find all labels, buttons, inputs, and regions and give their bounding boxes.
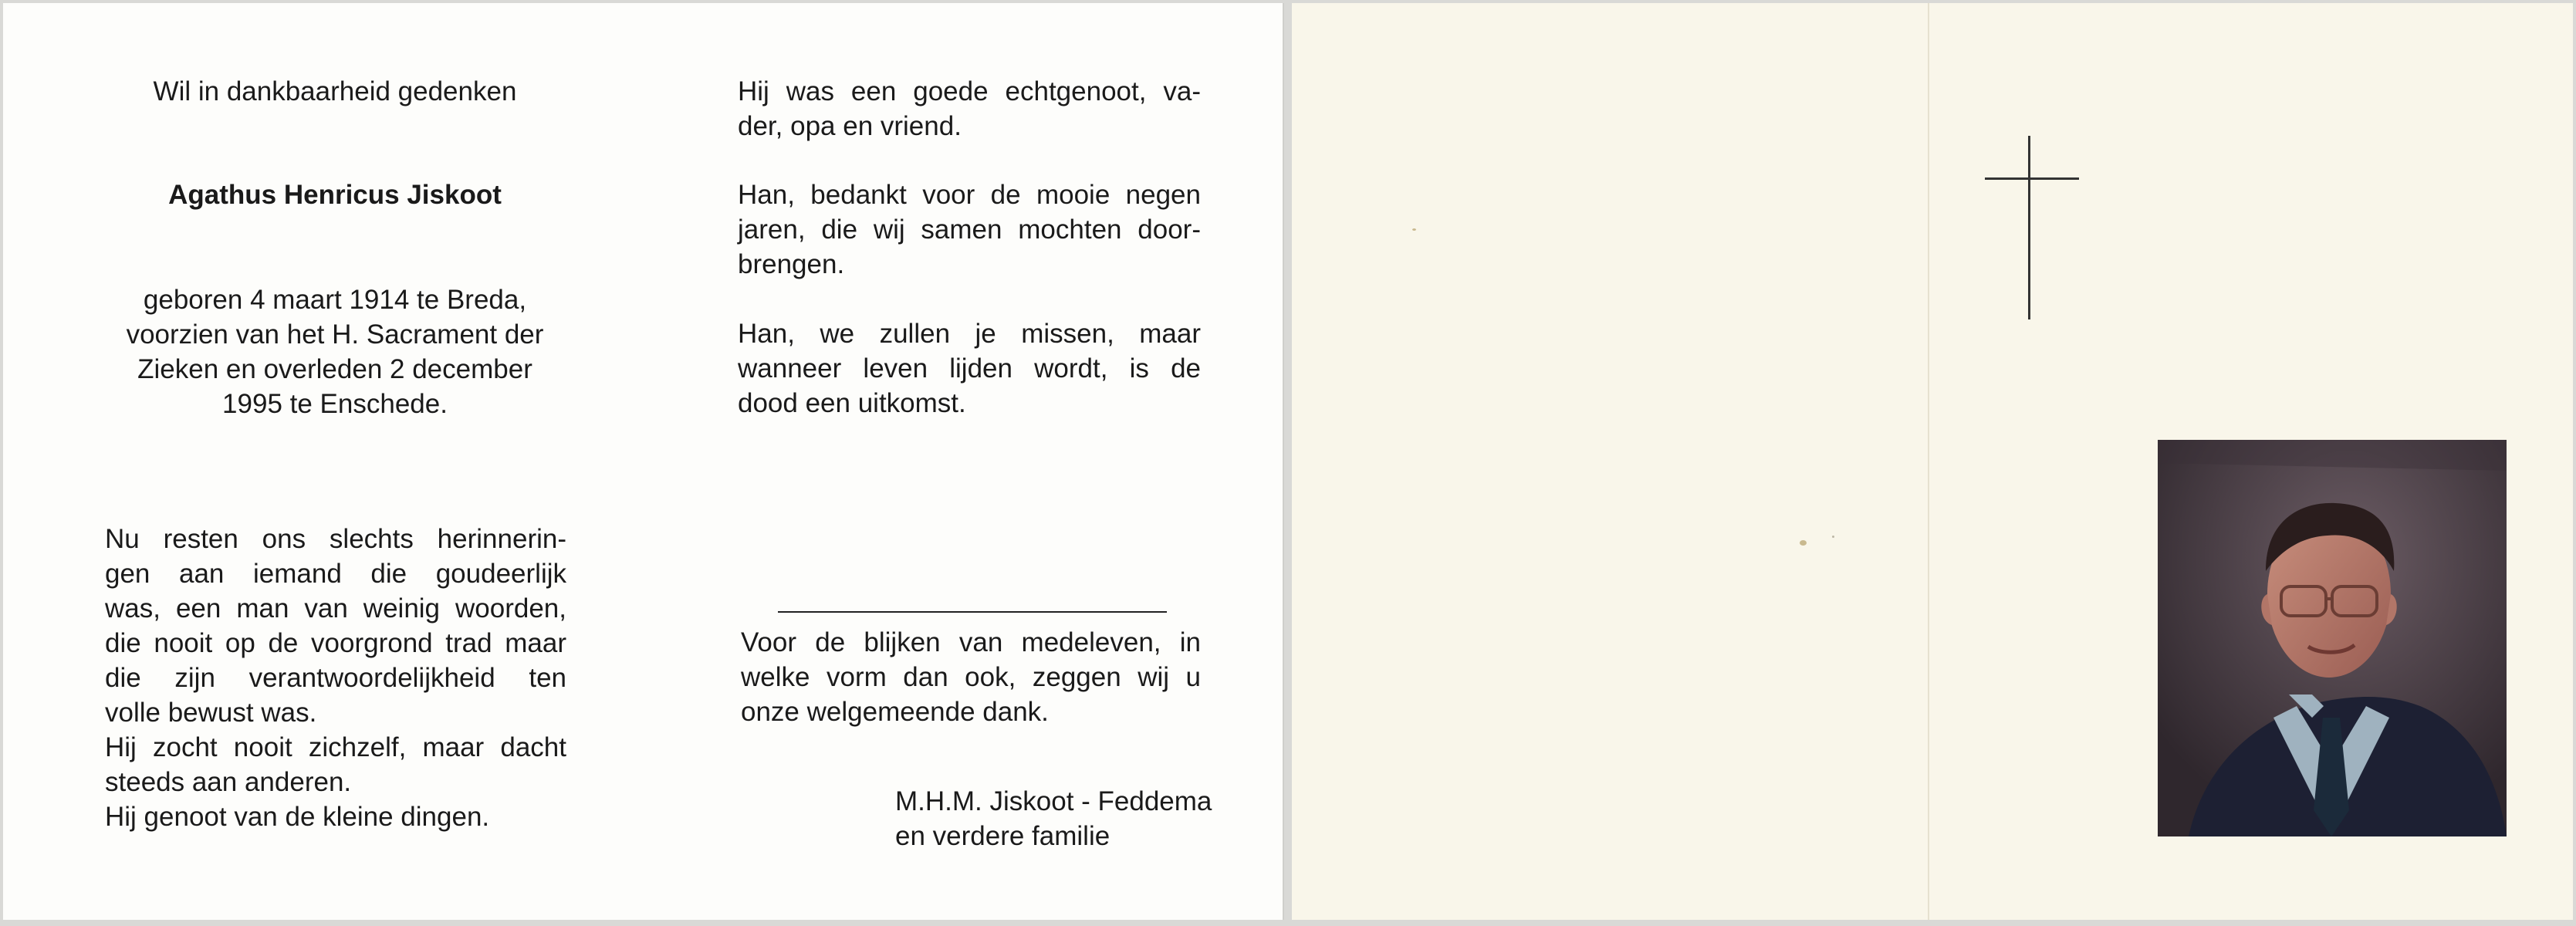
cross-vertical [2028, 136, 2030, 319]
spouse-line: Hij was een goede echtgenoot, va- [738, 76, 1201, 106]
memory-line: volle bewust was. [105, 698, 317, 728]
paper-speck [1412, 228, 1416, 231]
memory-line: Hij genoot van de kleine dingen. [105, 802, 490, 832]
signature-line: M.H.M. Jiskoot - Feddema [895, 786, 1212, 816]
thanks-han-paragraph [738, 177, 1201, 282]
thanks-han-line: jaren, die wij samen mochten door- [738, 215, 1201, 245]
signature [895, 784, 1266, 853]
acknowledgement-line: onze welgemeende dank. [741, 697, 1049, 727]
memory-line: gen aan iemand die goudeerlijk [105, 559, 566, 589]
text-card [3, 3, 1284, 920]
memory-paragraph [105, 522, 566, 834]
birth-line: geboren 4 maart 1914 te Breda, [143, 285, 527, 315]
thanks-han-line: Han, bedankt voor de mooie negen [738, 180, 1201, 210]
miss-paragraph [738, 316, 1201, 421]
thanks-han-line: brengen. [738, 249, 845, 279]
miss-line: dood een uitkomst. [738, 388, 966, 418]
acknowledgement-paragraph [741, 625, 1201, 729]
divider-line [778, 611, 1167, 613]
spouse-paragraph [738, 74, 1201, 144]
miss-line: wanneer leven lijden wordt, is de [738, 353, 1201, 384]
memory-line: steeds aan anderen. [105, 767, 352, 797]
signature-line: en verdere familie [895, 821, 1111, 851]
memory-line: die zijn verantwoordelijkheid ten [105, 663, 566, 693]
intro-text: Wil in dankbaarheid gedenken [153, 76, 517, 106]
memory-line: die nooit op de voorgrond trad maar [105, 628, 566, 658]
spouse-line: der, opa en vriend. [738, 111, 962, 141]
paper-speck [1832, 536, 1834, 538]
portrait-photo [2158, 440, 2507, 836]
acknowledgement-line: Voor de blijken van medeleven, in [741, 627, 1201, 657]
birth-line: voorzien van het H. Sacrament der [126, 319, 544, 350]
birth-line: 1995 te Enschede. [222, 389, 448, 419]
card-fold [1928, 3, 1929, 920]
deceased-name: Agathus Henricus Jiskoot [168, 180, 502, 210]
memory-line: was, een man van weinig woorden, [105, 593, 566, 624]
miss-line: Han, we zullen je missen, maar [738, 319, 1201, 349]
paper-speck [1800, 540, 1807, 546]
memory-line: Hij zocht nooit zichzelf, maar dacht [105, 732, 566, 762]
portrait-illustration [2158, 440, 2507, 836]
acknowledgement-line: welke vorm dan ook, zeggen wij u [741, 662, 1201, 692]
birth-line: Zieken en overleden 2 december [137, 354, 532, 384]
memory-line: Nu resten ons slechts herinnerin- [105, 524, 566, 554]
birth-death-details [80, 282, 590, 421]
cross-horizontal [1985, 177, 2079, 180]
